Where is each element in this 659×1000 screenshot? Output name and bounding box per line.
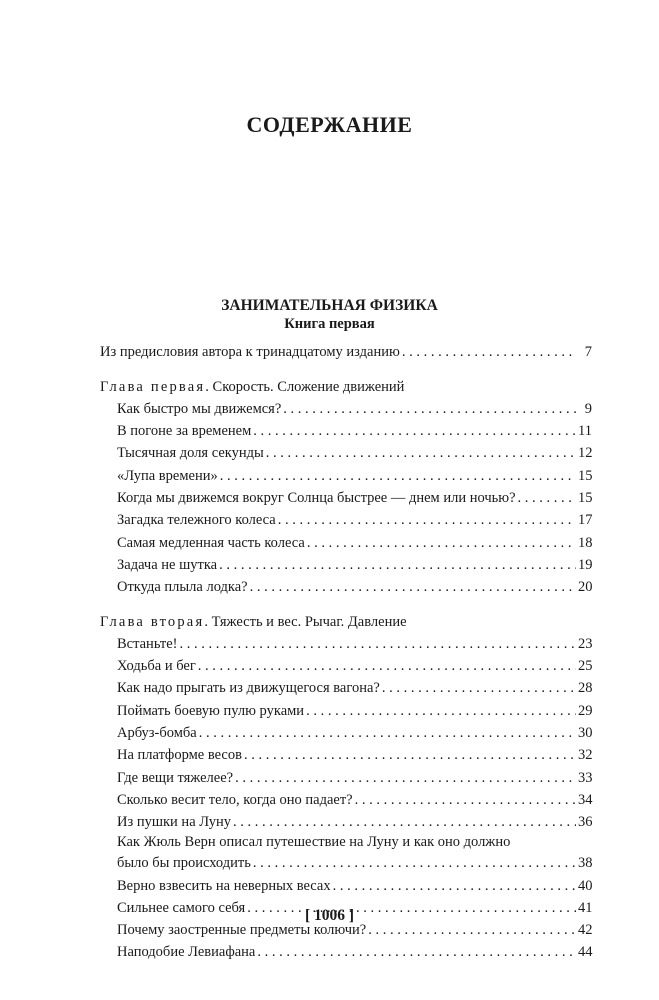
toc-entry[interactable] xyxy=(100,809,592,831)
toc-entry-page: 11 xyxy=(578,423,592,440)
toc-entry-title: Поймать боевую пулю руками xyxy=(117,702,305,719)
toc-entry[interactable] xyxy=(100,507,592,529)
toc-entry-title-line1: Как Жюль Верн описал путешествие на Луну и как оно должно xyxy=(117,834,511,851)
toc-entry[interactable] xyxy=(100,697,592,719)
dot-leader xyxy=(219,556,576,574)
toc-entry-preface[interactable] xyxy=(100,339,592,361)
toc-entry-title: Ходьба и бег xyxy=(117,658,196,675)
toc-entry-page: 15 xyxy=(578,490,593,507)
dot-leader xyxy=(250,578,576,596)
book-title: ЗАНИМАТЕЛЬНАЯ ФИЗИКА xyxy=(221,297,438,314)
toc-entry-title: Встаньте! xyxy=(117,635,178,652)
dot-leader xyxy=(355,791,576,809)
toc-entry-page: 32 xyxy=(578,747,593,764)
table-of-contents xyxy=(100,339,592,961)
dot-leader xyxy=(333,877,576,895)
toc-entry-page: 7 xyxy=(584,344,592,361)
toc-entry-page: 38 xyxy=(578,855,593,872)
toc-entry[interactable] xyxy=(100,787,592,809)
toc-entry-title: Верно взвесить на неверных весах xyxy=(117,877,331,894)
dot-leader xyxy=(253,854,576,872)
toc-entry-title: В погоне за временем xyxy=(117,423,252,440)
dot-leader xyxy=(266,444,576,462)
toc-entry-page: 18 xyxy=(578,534,593,551)
toc-entry[interactable] xyxy=(100,485,592,507)
dot-leader xyxy=(233,813,576,831)
toc-entry-page: 17 xyxy=(578,512,593,529)
chapter-title: . Скорость. Сложение движений xyxy=(205,378,405,395)
toc-entry-page: 44 xyxy=(578,944,593,961)
toc-entry-page: 19 xyxy=(578,556,593,573)
dot-leader xyxy=(278,511,576,529)
dot-leader xyxy=(382,679,576,697)
book-subtitle: Книга первая xyxy=(284,316,375,332)
toc-entry-page: 40 xyxy=(578,877,593,894)
toc-entry-title: «Лупа времени» xyxy=(117,467,218,484)
page-title: СОДЕРЖАНИЕ xyxy=(246,112,413,137)
dot-leader xyxy=(179,635,576,653)
toc-entry-page: 33 xyxy=(578,769,593,786)
toc-entry[interactable] xyxy=(100,631,592,653)
toc-entry-page: 30 xyxy=(578,725,593,742)
toc-entry-title: Откуда плыла лодка? xyxy=(117,579,248,596)
toc-entry-title: Из пушки на Луну xyxy=(117,814,231,831)
toc-entry[interactable] xyxy=(100,939,592,961)
toc-entry[interactable] xyxy=(100,653,592,675)
toc-entry[interactable] xyxy=(100,462,592,484)
toc-entry-title: На платформе весов xyxy=(117,747,242,764)
toc-entry-title: Наподобие Левиафана xyxy=(117,944,256,961)
toc-entry[interactable] xyxy=(100,764,592,786)
toc-entry-page: 34 xyxy=(578,791,593,808)
toc-entry-page: 42 xyxy=(578,922,593,939)
toc-entry[interactable] xyxy=(100,396,592,418)
toc-entry-page: 12 xyxy=(578,445,593,462)
toc-entry-title: Тысячная доля секунды xyxy=(117,445,264,462)
chapter-title: . Тяжесть и вес. Рычаг. Давление xyxy=(204,613,407,630)
toc-entry[interactable] xyxy=(100,675,592,697)
toc-entry-title: Сильнее самого себя xyxy=(117,899,246,916)
page-number: [ 1006 ] xyxy=(304,907,355,924)
dot-leader xyxy=(244,746,576,764)
toc-entry-multiline[interactable] xyxy=(100,831,592,872)
toc-entry-page: 20 xyxy=(578,579,593,596)
dot-leader xyxy=(257,943,576,961)
toc-entry-title: Как надо прыгать из движущегося вагона? xyxy=(117,680,380,697)
toc-entry[interactable] xyxy=(100,418,592,440)
toc-entry-title: Арбуз-бомба xyxy=(117,725,197,742)
toc-entry[interactable] xyxy=(100,552,592,574)
toc-entry-title: Загадка тележного колеса xyxy=(117,512,276,529)
toc-entry[interactable] xyxy=(100,872,592,894)
dot-leader xyxy=(198,657,576,675)
toc-entry-title: Почему заостренные предметы колючи? xyxy=(117,922,367,939)
chapter-heading-2 xyxy=(100,608,592,630)
dot-leader xyxy=(307,534,576,552)
toc-entry-title: Где вещи тяжелее? xyxy=(117,769,234,786)
toc-entry[interactable] xyxy=(100,574,592,596)
chapter-label: Глава первая xyxy=(100,378,206,395)
dot-leader xyxy=(283,400,576,418)
toc-entry-page: 41 xyxy=(578,899,593,916)
toc-entry[interactable] xyxy=(100,440,592,462)
toc-entry-page: 9 xyxy=(584,400,592,417)
dot-leader xyxy=(235,769,576,787)
toc-entry-page: 29 xyxy=(578,702,593,719)
toc-entry-title: Как быстро мы движемся? xyxy=(117,400,282,417)
toc-entry-title-line2: было бы происходить xyxy=(117,855,251,872)
toc-entry-page: 23 xyxy=(578,635,593,652)
dot-leader xyxy=(253,422,576,440)
toc-entry-page: 25 xyxy=(578,658,593,675)
toc-entry-page: 36 xyxy=(578,814,593,831)
toc-entry-page: 15 xyxy=(578,467,593,484)
book-heading xyxy=(0,297,659,333)
toc-entry-title: Задача не шутка xyxy=(117,556,218,573)
toc-entry-title: Когда мы движемся вокруг Солнца быстрее — днем или ночью? xyxy=(117,490,516,507)
chapter-label: Глава вторая xyxy=(100,613,205,630)
toc-entry[interactable] xyxy=(100,742,592,764)
dot-leader xyxy=(518,489,576,507)
toc-entry-title: Самая медленная часть колеса xyxy=(117,534,305,551)
toc-entry[interactable] xyxy=(100,529,592,551)
dot-leader xyxy=(220,467,576,485)
dot-leader xyxy=(306,702,576,720)
dot-leader xyxy=(199,724,576,742)
toc-entry-page: 28 xyxy=(578,680,593,697)
toc-entry-title: Из предисловия автора к тринадцатому изданию xyxy=(100,344,400,361)
toc-entry[interactable] xyxy=(100,720,592,742)
dot-leader xyxy=(402,343,576,361)
chapter-heading-1 xyxy=(100,373,592,395)
toc-entry-title: Сколько весит тело, когда оно падает? xyxy=(117,791,353,808)
